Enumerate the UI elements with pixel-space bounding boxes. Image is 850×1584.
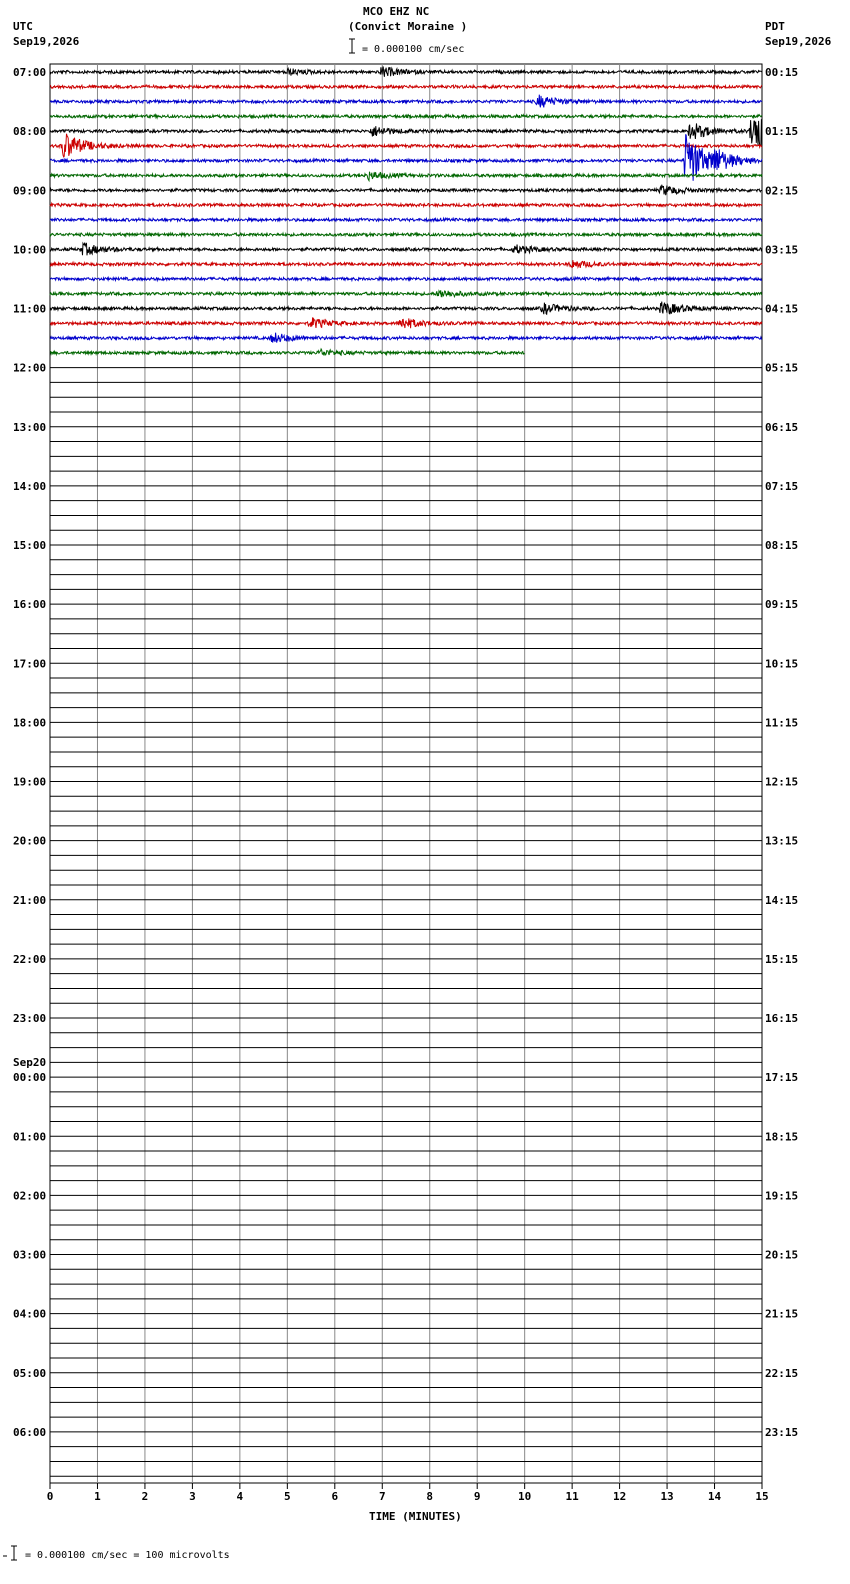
right-timezone: PDT	[765, 20, 785, 33]
seismic-trace	[50, 277, 762, 280]
utc-hour-label: 04:00	[13, 1307, 47, 1321]
local-hour-label: 23:15	[765, 1425, 799, 1439]
x-tick-label: 10	[518, 1490, 532, 1503]
utc-hour-label: 06:00	[13, 1425, 47, 1439]
x-tick-label: 1	[94, 1490, 101, 1503]
seismic-trace	[50, 302, 762, 315]
local-hour-label: 16:15	[765, 1012, 799, 1025]
footer-scale-icon	[3, 1546, 17, 1560]
x-tick-label: 5	[284, 1490, 291, 1503]
utc-hour-label: 16:00	[13, 598, 47, 612]
utc-hour-label: 19:00	[13, 775, 47, 789]
local-hour-label: 21:15	[765, 1307, 799, 1321]
x-tick-label: 8	[426, 1490, 434, 1503]
seismic-trace	[50, 260, 762, 268]
local-hour-label: 20:15	[765, 1248, 799, 1262]
local-hour-label: 14:15	[765, 893, 799, 907]
utc-hour-label: 07:00	[13, 66, 47, 79]
seismic-trace	[50, 233, 762, 236]
local-hour-label: 05:15	[765, 361, 799, 375]
utc-hour-label: 03:00	[13, 1248, 47, 1262]
local-hour-label: 10:15	[765, 657, 799, 671]
x-tick-label: 7	[378, 1490, 386, 1503]
seismic-trace	[50, 243, 762, 256]
footer-scale-note: = 0.000100 cm/sec = 100 microvolts	[25, 1550, 230, 1561]
local-hour-label: 09:15	[765, 598, 799, 612]
utc-hour-label: 13:00	[13, 420, 47, 434]
utc-hour-label: 09:00	[13, 184, 47, 198]
seismic-trace	[50, 218, 762, 221]
utc-hour-label: 05:00	[13, 1366, 47, 1380]
local-hour-label: 17:15	[765, 1071, 799, 1085]
right-date: Sep19,2026	[765, 35, 832, 48]
local-hour-label: 01:15	[765, 125, 799, 139]
local-hour-label: 19:15	[765, 1189, 799, 1203]
local-hour-label: 03:15	[765, 243, 799, 257]
utc-hour-label: 23:00	[13, 1012, 47, 1025]
utc-hour-label: 14:00	[13, 479, 47, 493]
utc-hour-label: 11:00	[13, 302, 47, 316]
x-tick-label: 6	[331, 1490, 339, 1503]
seismic-trace	[50, 85, 762, 88]
x-tick-label: 15	[755, 1490, 769, 1503]
seismic-trace	[50, 172, 762, 181]
x-axis-label: TIME (MINUTES)	[369, 1510, 462, 1523]
utc-hour-label: 17:00	[13, 657, 47, 671]
station-location: (Convict Moraine )	[348, 20, 468, 33]
local-hour-label: 02:15	[765, 184, 799, 198]
local-hour-label: 06:15	[765, 420, 799, 434]
local-hour-label: 04:15	[765, 302, 799, 316]
utc-hour-label: 01:00	[13, 1130, 47, 1144]
utc-hour-label: 10:00	[13, 243, 47, 257]
plot-frame	[50, 64, 762, 1483]
x-tick-label: 0	[46, 1490, 54, 1503]
seismic-trace	[50, 290, 762, 297]
local-hour-label: 07:15	[765, 479, 799, 493]
station-title: MCO EHZ NC	[363, 5, 430, 18]
local-hour-label: 13:15	[765, 834, 799, 848]
utc-hour-label: 18:00	[13, 716, 47, 730]
utc-hour-label: 02:00	[13, 1189, 47, 1203]
x-tick-label: 13	[660, 1490, 674, 1503]
local-hour-label: 15:15	[765, 952, 799, 966]
x-tick-label: 2	[141, 1490, 149, 1503]
local-hour-label: 12:15	[765, 775, 799, 789]
x-tick-label: 14	[707, 1490, 722, 1503]
seismic-trace	[50, 67, 762, 77]
x-tick-label: 12	[612, 1490, 627, 1503]
local-hour-label: 08:15	[765, 539, 799, 552]
utc-hour-label: 00:00	[13, 1071, 47, 1085]
left-timezone: UTC	[13, 20, 33, 33]
seismic-trace	[50, 115, 762, 118]
seismic-trace	[50, 333, 762, 343]
left-date: Sep19,2026	[13, 35, 80, 48]
seismic-trace	[50, 185, 762, 196]
local-hour-label: 22:15	[765, 1366, 799, 1380]
x-tick-label: 11	[565, 1490, 579, 1503]
seismic-trace	[50, 119, 762, 146]
utc-hour-label: 22:00	[13, 952, 47, 966]
seismic-trace	[50, 95, 762, 108]
local-hour-label: 00:15	[765, 66, 799, 79]
utc-hour-label: 08:00	[13, 125, 47, 139]
x-tick-label: 3	[189, 1490, 196, 1503]
scale-bar-icon	[349, 39, 355, 53]
utc-hour-label: 21:00	[13, 893, 47, 907]
local-hour-label: 11:15	[765, 716, 799, 730]
seismic-trace	[50, 134, 762, 157]
seismic-trace	[50, 203, 762, 206]
seismic-trace	[50, 317, 762, 328]
local-hour-label: 18:15	[765, 1130, 799, 1144]
x-tick-label: 4	[236, 1490, 244, 1503]
utc-hour-label: 12:00	[13, 361, 47, 375]
utc-hour-label: 20:00	[13, 834, 47, 848]
utc-hour-label: 15:00	[13, 539, 47, 552]
day-change-label: Sep20	[13, 1056, 47, 1070]
x-tick-label: 9	[473, 1490, 481, 1503]
scale-text: = 0.000100 cm/sec	[362, 44, 465, 55]
